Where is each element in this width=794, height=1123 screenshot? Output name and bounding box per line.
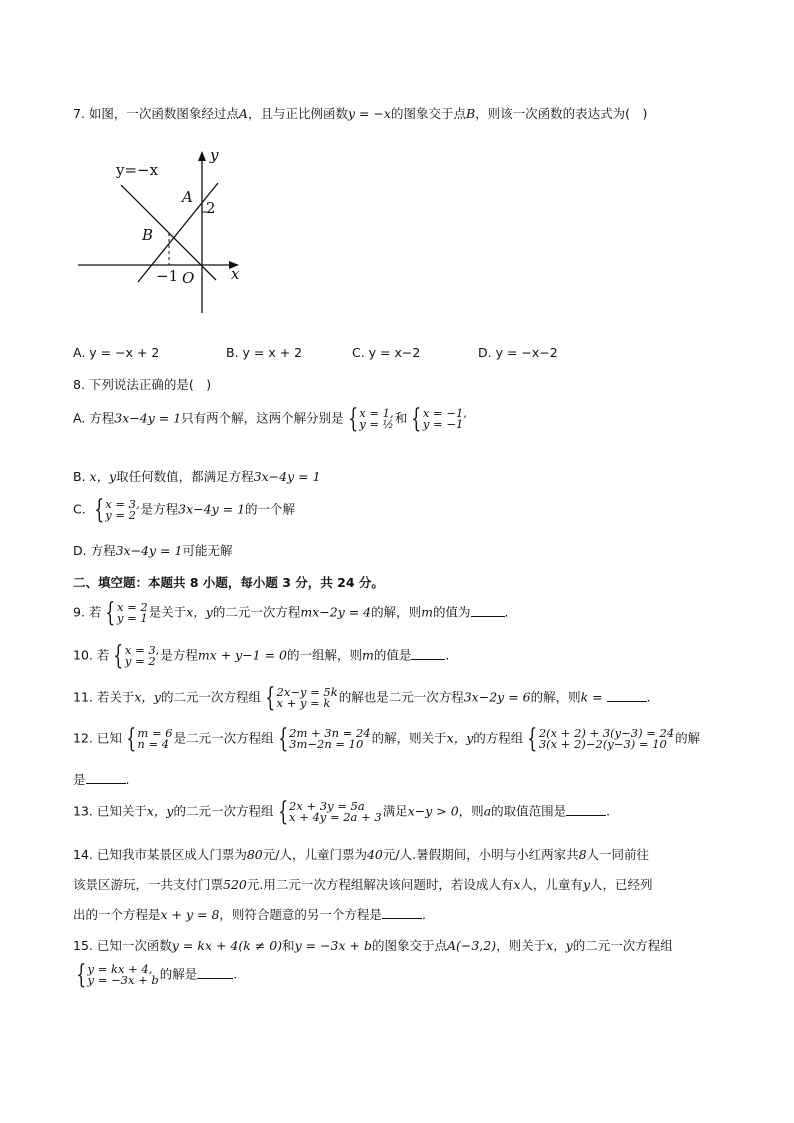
q13-ineq: x−y > 0 <box>407 803 459 819</box>
graph-label-line: y=−x <box>116 161 159 179</box>
sys-row: 3(x + 2)−2(y−3) = 10 <box>538 737 667 751</box>
q8-option-b[interactable] <box>73 467 321 485</box>
q14-num: 8 <box>578 847 587 862</box>
q12-mid3: 的方程组 <box>473 730 524 746</box>
brace-icon: { <box>277 797 288 827</box>
q8-c-system <box>91 497 140 523</box>
q8-c-eq: 3x−4y = 1 <box>178 501 246 517</box>
sys-row: x = 3, <box>105 497 140 511</box>
q15-answer-blank[interactable] <box>197 967 233 979</box>
graph-label-origin: O <box>182 269 195 287</box>
q8-a-eq: 3x−4y = 1 <box>114 410 182 426</box>
sys-row: n = 4 <box>137 737 170 751</box>
q14-line3 <box>73 905 426 923</box>
q15-line2 <box>73 962 237 988</box>
q14-num: 80 <box>246 847 263 862</box>
q11-mid: 的二元一次方程组 <box>160 689 261 705</box>
sys-row: 3m−2n = 10 <box>289 737 364 751</box>
sys-row: y = 2 <box>105 508 136 522</box>
q8-a-system-1 <box>345 406 394 432</box>
q7-text-b: ，且与正比例函数 <box>247 106 348 121</box>
graph-label-y: y <box>210 146 219 164</box>
q8-option-a[interactable] <box>73 406 468 432</box>
q14-text: 元/人，儿童门票为 <box>262 847 367 862</box>
q7-graph <box>76 145 246 315</box>
q8-c-mid: 是方程 <box>140 501 179 517</box>
q7-func: y = −x <box>347 106 391 121</box>
q13-system <box>275 799 382 825</box>
q8-a-mid: 只有两个解，这两个解分别是 <box>181 410 344 426</box>
q14-text: 元/人.暑假期间，小明与小红两家共 <box>382 847 579 862</box>
q11-end: . <box>646 689 651 705</box>
q14-text: 人一同前往 <box>586 847 650 862</box>
q13-mid: 的二元一次方程组 <box>173 803 274 819</box>
q8-a-prefix: A. 方程 <box>73 410 115 426</box>
brace-icon: { <box>347 404 358 434</box>
sys-row: x + 4y = 2a + 3 <box>289 810 382 824</box>
q12-answer-blank[interactable] <box>86 772 126 784</box>
q15-end: . <box>233 966 238 982</box>
brace-icon: { <box>265 683 276 713</box>
q12 <box>73 726 700 752</box>
q11-vars: x，y <box>134 689 161 705</box>
graph-label-x: x <box>231 265 240 283</box>
q14-text: 14. 已知我市某景区成人门票为 <box>73 847 247 862</box>
q11-system <box>262 685 338 711</box>
q9-eq: mx−2y = 4 <box>300 604 372 620</box>
q14-end: . <box>421 907 426 922</box>
q14-text: 该景区游玩，一共支付门票 <box>73 877 224 892</box>
q13-suffix: 的取值范围是 <box>491 803 567 819</box>
q11-mid3: 的解，则 <box>530 689 581 705</box>
q9-var-m: m <box>421 604 434 620</box>
q8-c-suffix: 的一个解 <box>245 501 296 517</box>
q10-system <box>110 643 159 669</box>
q8-a-and: 和 <box>394 410 408 426</box>
q7-text-c: 的图象交于点 <box>390 106 466 121</box>
graph-label-neg1: −1 <box>156 267 179 285</box>
q15-mid3: ，则关于 <box>496 938 547 953</box>
sys-row: y = ½ <box>359 417 394 431</box>
q14-text: 人，儿童有 <box>520 877 583 892</box>
q12-mid2: 的解，则关于 <box>371 730 447 746</box>
q11-k-eq: k = <box>580 689 607 705</box>
sys-row: x + y = k <box>276 696 331 710</box>
q12-line2-text: 是 <box>73 772 86 787</box>
q8-b-mid: 取任何数值，都满足方程 <box>116 469 254 484</box>
q8-b-eq: 3x−4y = 1 <box>253 469 321 484</box>
sys-row: x = 1, <box>359 406 394 420</box>
q14-num: 520 <box>223 877 247 892</box>
q10-answer-blank[interactable] <box>411 648 445 660</box>
q9 <box>73 600 509 626</box>
q11-answer-blank[interactable] <box>607 690 647 702</box>
q15-point: A(−3,2) <box>446 938 497 953</box>
q14-line2 <box>73 875 653 893</box>
q14-var-x: x <box>513 877 521 892</box>
q7-text-d: ，则该一次函数的表达式为( ) <box>475 106 648 121</box>
sys-row: y = −3x + b <box>87 973 159 987</box>
q7-option-a[interactable]: A. y = −x + 2 <box>73 345 160 360</box>
q8-title: 8. 下列说法正确的是( ) <box>73 377 212 392</box>
brace-icon: { <box>126 724 137 754</box>
section-heading: 二、填空题：本题共 8 小题，每小题 3 分，共 24 分。 <box>73 575 384 590</box>
q8-b-vars: x，y <box>89 469 117 484</box>
q7-option-b[interactable]: B. y = x + 2 <box>226 345 303 360</box>
q7-point-b: B <box>465 106 476 121</box>
graph-label-2: 2 <box>206 199 216 217</box>
q8-c-prefix: C. <box>73 501 90 517</box>
q12-vars: x，y <box>446 730 474 746</box>
q11 <box>73 685 651 711</box>
q12-line2 <box>73 770 130 788</box>
q14-line1 <box>73 845 649 863</box>
q12-prefix: 12. 已知 <box>73 730 122 746</box>
brace-icon: { <box>277 724 288 754</box>
brace-icon: { <box>113 641 124 671</box>
q8-d-prefix: D. 方程 <box>73 543 116 558</box>
q13-mid2: 满足 <box>382 803 408 819</box>
q11-eq: 3x−2y = 6 <box>463 689 531 705</box>
q9-answer-blank[interactable] <box>471 605 505 617</box>
q12-mid: 是二元一次方程组 <box>173 730 274 746</box>
q12-system-3 <box>524 726 674 752</box>
q8-a-system-2 <box>408 406 467 432</box>
q15-suffix: 的二元一次方程组 <box>572 938 673 953</box>
q13 <box>73 799 610 825</box>
q7-text-a: 7. 如图，一次函数图象经过点 <box>73 106 239 121</box>
q9-vars: x，y <box>186 604 213 620</box>
q7-point-a: A <box>238 106 248 121</box>
sys-row: y = 1 <box>116 611 148 625</box>
q15-system <box>73 962 159 988</box>
q7-option-c[interactable]: C. y = x−2 <box>352 345 421 360</box>
brace-icon: { <box>411 404 422 434</box>
q15-f1: y = kx + 4(k ≠ 0) <box>171 938 283 953</box>
sys-row: y = −1 <box>422 417 464 431</box>
q11-prefix: 11. 若关于 <box>73 689 135 705</box>
q9-system <box>102 600 147 626</box>
q15-vars: x，y <box>546 938 573 953</box>
q10 <box>73 643 449 669</box>
q13-end: . <box>606 803 611 819</box>
graph-label-a: A <box>182 188 193 206</box>
sys-row: 2x−y = 5k <box>276 685 338 699</box>
q14-num: 40 <box>366 847 383 862</box>
sys-row: x = 2 <box>116 600 148 614</box>
q15-prefix: 15. 已知一次函数 <box>73 938 172 953</box>
q15-f2: y = −3x + b <box>294 938 372 953</box>
brace-icon: { <box>105 598 116 628</box>
q10-end: . <box>445 647 450 663</box>
q14-text: 人，已经列 <box>590 877 653 892</box>
y-axis-arrow-icon <box>198 151 206 161</box>
q10-eq: mx + y−1 = 0 <box>197 647 288 663</box>
q15-line1 <box>73 936 673 954</box>
q15-mid2: 的图象交于点 <box>371 938 447 953</box>
q10-mid2: 的一组解，则 <box>287 647 363 663</box>
q12-system-1 <box>123 726 173 752</box>
q8-option-c[interactable] <box>73 497 295 523</box>
q12-suffix: 的解 <box>675 730 701 746</box>
sys-row: x = 3, <box>124 643 160 657</box>
q14-text: ，则符合题意的另一个方程是 <box>219 907 382 922</box>
q15-mid: 和 <box>282 938 295 953</box>
q9-mid: 是关于 <box>148 604 187 620</box>
q7-option-d[interactable]: D. y = −x−2 <box>478 345 558 360</box>
brace-icon: { <box>76 960 87 990</box>
q14-answer-blank[interactable] <box>382 907 422 919</box>
q13-var-a: a <box>483 803 492 819</box>
q10-mid: 是方程 <box>160 647 198 663</box>
sys-row: 2(x + 2) + 3(y−3) = 24 <box>538 726 675 740</box>
q14-text: 出的一个方程是 <box>73 907 161 922</box>
q14-var-y: y <box>582 877 590 892</box>
sys-row: m = 6 <box>137 726 173 740</box>
q14-eq: x + y = 8 <box>160 907 220 922</box>
q15-line2-suffix: 的解是 <box>159 966 198 982</box>
q12-end: . <box>125 772 130 787</box>
q13-vars: x，y <box>146 803 174 819</box>
graph-label-b: B <box>142 226 154 244</box>
sys-row: 2x + 3y = 5a <box>289 799 365 813</box>
q11-mid2: 的解也是二元一次方程 <box>338 689 464 705</box>
q10-prefix: 10. 若 <box>73 647 110 663</box>
q13-mid3: ，则 <box>458 803 484 819</box>
q8-option-d[interactable] <box>73 541 232 559</box>
q10-suffix: 的值是 <box>373 647 412 663</box>
q13-prefix: 13. 已知关于 <box>73 803 147 819</box>
sys-row: y = kx + 4, <box>87 962 153 976</box>
q9-mid2: 的二元一次方程 <box>212 604 301 620</box>
q8-b-prefix: B. <box>73 469 90 484</box>
brace-icon: { <box>527 724 538 754</box>
sys-row: 2m + 3n = 24 <box>289 726 371 740</box>
q13-answer-blank[interactable] <box>566 804 606 816</box>
q8-d-suffix: 可能无解 <box>182 543 233 558</box>
q7-stem <box>73 104 647 122</box>
q8-d-eq: 3x−4y = 1 <box>115 543 183 558</box>
sys-row: y = 2 <box>124 654 156 668</box>
sys-row: x = −1, <box>422 406 467 420</box>
q10-var-m: m <box>362 647 374 663</box>
brace-icon: { <box>93 495 104 525</box>
q9-prefix: 9. 若 <box>73 604 102 620</box>
q14-text: 元.用二元一次方程组解决该问题时，若设成人有 <box>246 877 514 892</box>
q9-suffix: 的值为 <box>433 604 471 620</box>
q9-mid3: 的解，则 <box>371 604 422 620</box>
q12-system-2 <box>275 726 371 752</box>
q9-end: . <box>504 604 509 620</box>
